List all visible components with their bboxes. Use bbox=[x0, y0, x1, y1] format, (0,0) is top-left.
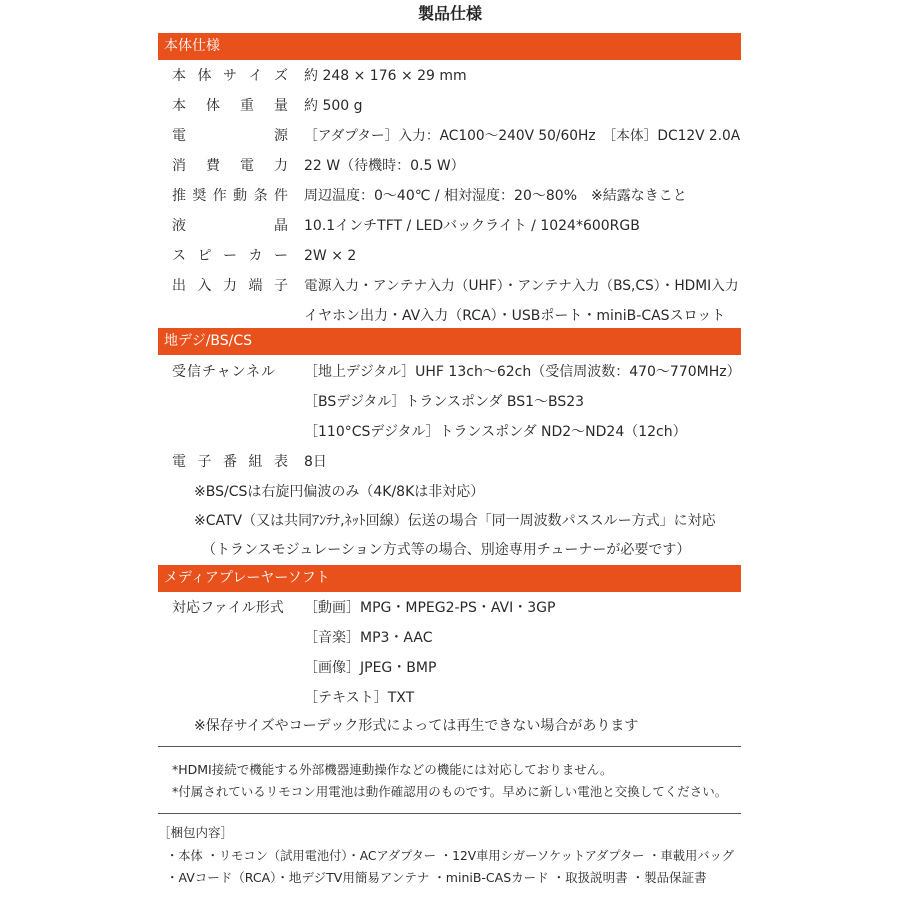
spec-value-speaker: 2W × 2 bbox=[304, 248, 357, 264]
spec-label-size: 本 体 サ イ ズ bbox=[172, 68, 288, 84]
spec-label-epg: 電 子 番 組 表 bbox=[172, 454, 288, 470]
spec-value-formats-image: ［画像］JPEG・BMP bbox=[304, 660, 437, 676]
spec-label-lcd: 液 晶 bbox=[172, 218, 288, 234]
spec-value-channels-cs: ［110°CSデジタル］トランスポンダ ND2～ND24（12ch） bbox=[304, 424, 687, 440]
tuner-note-transmodulation: （トランスモジュレーション方式等の場合、別途専用チューナーが必要です） bbox=[202, 542, 691, 558]
divider bbox=[158, 746, 741, 747]
spec-value-lcd: 10.1インチTFT / LEDバックライト / 1024*600RGB bbox=[304, 218, 640, 234]
spec-value-formats-text: ［テキスト］TXT bbox=[304, 690, 415, 706]
spec-label-conditions: 推 奨 作 動 条 件 bbox=[172, 188, 288, 204]
spec-value-power: ［アダプター］入力：AC100～240V 50/60Hz ［本体］DC12V 2.0A bbox=[304, 128, 741, 144]
footnote-hdmi: *HDMI接続で機能する外部機器連動操作などの機能には対応しておりません。 bbox=[172, 762, 613, 777]
spec-value-channels-bs: ［BSデジタル］トランスポンダ BS1～BS23 bbox=[304, 394, 585, 410]
spec-value-size: 約 248 × 176 × 29 mm bbox=[304, 68, 467, 84]
package-contents-line2: ・AVコード（RCA）・地デジTV用簡易アンテナ ・miniB-CASカード ・取扱説明書 ・製品保証書 bbox=[166, 870, 707, 885]
tuner-note-catv: ※CATV（又は共同ｱﾝﾃﾅ,ﾈｯﾄ回線）伝送の場合「同一周波数パススルー方式」に対応 bbox=[194, 513, 716, 529]
spec-value-weight: 約 500 g bbox=[304, 98, 363, 114]
spec-value-channels-terrestrial: ［地上デジタル］UHF 13ch～62ch（受信周波数：470～770MHz） bbox=[304, 364, 741, 380]
spec-value-formats-audio: ［音楽］MP3・AAC bbox=[304, 630, 433, 646]
spec-label-power: 電 源 bbox=[172, 128, 288, 144]
page-title: 製品仕様 bbox=[417, 4, 482, 23]
spec-value-consumption: 22 W（待機時：0.5 W） bbox=[304, 158, 465, 174]
spec-label-weight: 本 体 重 量 bbox=[172, 98, 288, 114]
package-contents-line1: ・本体 ・リモコン（試用電池付）・ACアダプター ・12V車用シガーソケットアダプター ・車載用バッグ bbox=[166, 849, 734, 863]
section-header-body-spec: 本体仕様 bbox=[158, 33, 741, 60]
footnote-battery: *付属されているリモコン用電池は動作確認用のものです。早めに新しい電池と交換してください。 bbox=[172, 784, 728, 799]
spec-label-channels: 受信チャンネル bbox=[172, 364, 277, 380]
section-header-tuner: 地デジ/BS/CS bbox=[158, 328, 741, 355]
spec-value-epg: 8日 bbox=[304, 454, 327, 470]
spec-label-consumption: 消 費 電 力 bbox=[172, 158, 288, 174]
spec-label-ports: 出 入 力 端 子 bbox=[172, 278, 288, 294]
spec-value-conditions: 周辺温度：0～40℃ / 相対湿度：20～80% ※結露なきこと bbox=[304, 188, 687, 204]
spec-label-speaker: ス ピ ー カ ー bbox=[172, 248, 288, 264]
media-note-codec: ※保存サイズやコーデック形式によっては再生できない場合があります bbox=[194, 718, 639, 734]
section-header-media-player: メディアプレーヤーソフト bbox=[158, 565, 741, 592]
divider bbox=[158, 813, 741, 814]
tuner-note-bs-cs: ※BS/CSは右旋円偏波のみ（4K/8Kは非対応） bbox=[194, 484, 485, 500]
spec-value-ports: 電源入力・アンテナ入力（UHF）・アンテナ入力（BS,CS）・HDMI入力 bbox=[304, 278, 739, 294]
package-title: ［梱包内容］ bbox=[158, 825, 234, 840]
spec-label-formats: 対応ファイル形式 bbox=[172, 600, 284, 616]
spec-value-formats-video: ［動画］MPG・MPEG2-PS・AVI・3GP bbox=[304, 600, 556, 616]
spec-value-ports-line2: イヤホン出力・AV入力（RCA）・USBポート・miniB-CASスロット bbox=[304, 308, 726, 324]
